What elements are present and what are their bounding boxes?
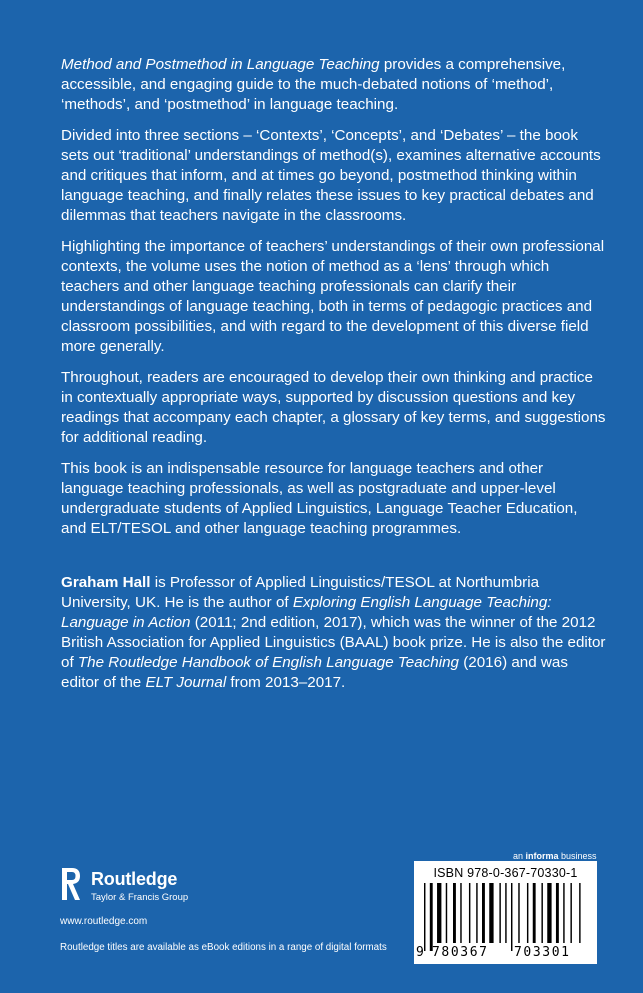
blurb-paragraph-1-text: provides a comprehensive, accessible, and engaging guide to the much-debated notions of ‘method’, ‘methods’, and ‘postmethod’ in language teaching. xyxy=(61,56,566,113)
barcode-right-digits: 703301 xyxy=(514,945,571,960)
blurb-paragraph-3: Highlighting the importance of teachers’ understandings of their own professional contexts, the volume uses the notion of method as a ‘lens’ through which teachers and other language teaching professionals can clarify their understandings of language teaching, both in terms of pedagogic practices and classroom possibilities, and with regard to the development of this diverse field more generally. xyxy=(61,238,605,355)
informa-post: business xyxy=(558,851,597,861)
informa-pre: an xyxy=(513,851,526,861)
isbn-number: ISBN 978-0-367-70330-1 xyxy=(433,866,578,880)
blurb-paragraph-2: Divided into three sections – ‘Contexts’, ‘Concepts’, and ‘Debates’ – the book sets out ‘traditional’ understandings of method(s), examines alternative accounts and critiques that inform, and at times go beyond, postmethod thinking within language teaching, and finally relates these issues to key practical debates and dilemmas that teachers navigate in the classrooms. xyxy=(61,127,601,224)
barcode-icon xyxy=(424,883,588,953)
informa-brand: informa xyxy=(525,851,559,861)
bio-book-2: The Routledge Handbook of English Language Teaching xyxy=(77,654,459,671)
informa-business-label xyxy=(513,851,597,861)
publisher-website: www.routledge.com xyxy=(60,916,148,927)
barcode-left-digits: 780367 xyxy=(432,945,489,960)
blurb-paragraph-4: Throughout, readers are encouraged to develop their own thinking and practice in contextually appropriate ways, supported by discussion questions and key readings that accompany each chapter, a glossary of key terms, and suggestions for additional reading. xyxy=(61,369,606,446)
bio-text-4: from 2013–2017. xyxy=(226,674,346,691)
barcode-box xyxy=(414,861,597,964)
back-cover-blurb xyxy=(61,55,606,704)
publisher-group: Taylor & Francis Group xyxy=(91,892,189,903)
author-bio xyxy=(61,573,606,693)
publisher-name: Routledge xyxy=(91,869,178,889)
bio-text-2: (2011; 2nd edition, 2017), which was the winner of the 2012 British Association for Applied Linguistics (BAAL) book prize. He is also the editor of xyxy=(61,614,606,671)
ebook-note: Routledge titles are available as eBook editions in a range of digital formats xyxy=(60,942,387,953)
book-title: Method and Postmethod in Language Teaching xyxy=(61,56,380,73)
bio-text-1: is Professor of Applied Linguistics/TESOL at Northumbria University, UK. He is the author of xyxy=(61,574,540,611)
bio-book-1: Exploring English Language Teaching: Language in Action xyxy=(61,594,552,631)
barcode-first-digit: 9 xyxy=(416,945,424,960)
blurb-paragraph-5: This book is an indispensable resource for language teachers and other language teaching professionals, as well as postgraduate and upper-level undergraduate students of Applied Linguistics, Language Teacher Education, and ELT/TESOL and other language teaching programmes. xyxy=(61,460,578,537)
bio-journal: ELT Journal xyxy=(145,674,227,691)
routledge-r-icon xyxy=(60,866,82,902)
blurb-paragraph-1 xyxy=(61,55,606,115)
author-name: Graham Hall xyxy=(61,574,151,591)
bio-text-3: (2016) and was editor of the xyxy=(61,654,568,691)
